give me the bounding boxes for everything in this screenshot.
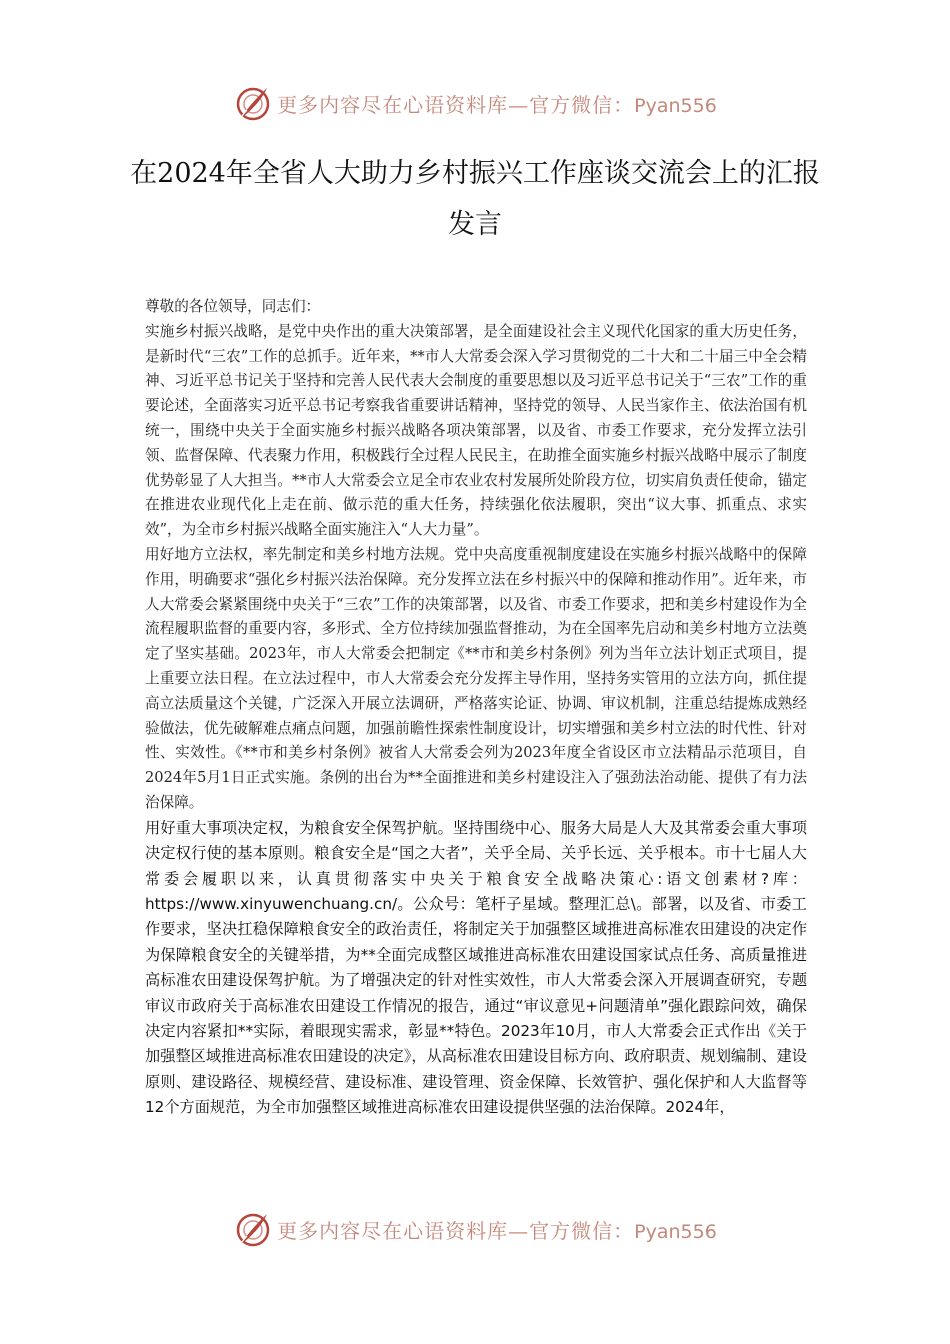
paragraph-3: 用好重大事项决定权，为粮食安全保驾护航。坚持围绕中心、服务大局是人大及其常委会重大事项决定权行使的基本原则。粮食安全是“国之大者”，关乎全局、关乎长远、关乎根本。市十七届人大常委会履职以来，认真贯彻落实中央关于粮食安全战略决策心:语文创素材?库：https://www.xinyuwenchuang.cn/。公众号：笔杆子星域。整理汇总\。部署，以及省、市委工作要求，坚决扛稳保障粮食安全的政治责任，将制定关于加强整区域推进高标准农田建设的决定作为保障粮食安全的关键举措，为**全面完成整区域推进高标准农田建设国家试点任务、高质量推进高标准农田建设保驾护航。为了增强决定的针对性实效性，市人大常委会深入开展调查研究，专题审议市政府关于高标准农田建设工作情况的报告，通过“审议意见+问题清单”强化跟踪问效，确保决定内容紧扣**实际，着眼现实需求，彰显**特色。2023年10月，市人大常委会正式作出《关于加强整区域推进高标准农田建设的决定》，从高标准农田建设目标方向、政府职责、规划编制、建设原则、建设路径、规模经营、建设标准、建设管理、资金保障、长效管护、强化保护和人大监督等12个方面规范，为全市加强整区域推进高标准农田建设提供坚强的法治保障。2024年， <box>145 818 807 1117</box>
banner-text: 更多内容尽在心语资料库—官方微信：Pyan556 <box>277 92 717 117</box>
footer-banner <box>0 1206 950 1252</box>
wechat-id: Pyan556 <box>634 1220 717 1243</box>
salutation: 尊敬的各位领导，同志们： <box>145 298 321 315</box>
quill-logo-icon <box>233 1209 273 1249</box>
header-banner <box>0 80 950 126</box>
quill-logo-icon <box>233 83 273 123</box>
paragraph-2: 用好地方立法权，率先制定和美乡村地方法规。党中央高度重视制度建设在实施乡村振兴战略中的保障作用，明确要求“强化乡村振兴法治保障。充分发挥立法在乡村振兴中的保障和推动作用”。近年来，市人大常委会紧紧围绕中央关于“三农”工作的决策部署，以及省、市委工作要求，把和美乡村建设作为全流程履职监督的重要内容，多形式、全方位持续加强监督推动，为在全国率先启动和美乡村地方立法奠定了坚实基础。2023年，市人大常委会把制定《**市和美乡村条例》列为当年立法计划正式项目，提上重要立法日程。在立法过程中，市人大常委会充分发挥主导作用，坚持务实管用的立法方向，抓住提高立法质量这个关键，广泛深入开展立法调研，严格落实论证、协调、审议机制，注重总结提炼成熟经验做法，优先破解难点痛点问题，加强前瞻性探索性制度设计，切实增强和美乡村立法的时代性、针对性、实效性。《**市和美乡村条例》被省人大常委会列为2023年度全省设区市立法精品示范项目，自2024年5月1日正式实施。条例的出台为**全面推进和美乡村建设注入了强劲法治动能、提供了有力法治保障。 <box>145 545 807 811</box>
banner-text: 更多内容尽在心语资料库—官方微信：Pyan556 <box>277 1218 717 1243</box>
document-body <box>145 295 807 1121</box>
wechat-id: Pyan556 <box>634 94 717 117</box>
paragraph-1: 实施乡村振兴战略，是党中央作出的重大决策部署，是全面建设社会主义现代化国家的重大历史任务，是新时代“三农”工作的总抓手。近年来，**市人大常委会深入学习贯彻党的二十大和二十届三中全会精神、习近平总书记关于坚持和完善人民代表大会制度的重要思想以及习近平总书记关于“三农”工作的重要论述，全面落实习近平总书记考察我省重要讲话精神，坚持党的领导、人民当家作主、依法治国有机统一，围绕中央关于全面实施乡村振兴战略各项决策部署，以及省、市委工作要求，充分发挥立法引领、监督保障、代表聚力作用，积极践行全过程人民民主，在助推全面实施乡村振兴战略中展示了制度优势彰显了人大担当。**市人大常委会立足全市农业农村发展所处阶段方位，切实肩负责任使命，锚定在推进农业现代化上走在前、做示范的重大任务，持续强化依法履职，突出“议大事、抓重点、求实效”，为全市乡村振兴战略全面实施注入“人大力量”。 <box>145 322 807 539</box>
document-title: 在2024年全省人大助力乡村振兴工作座谈交流会上的汇报发言 <box>130 158 820 240</box>
